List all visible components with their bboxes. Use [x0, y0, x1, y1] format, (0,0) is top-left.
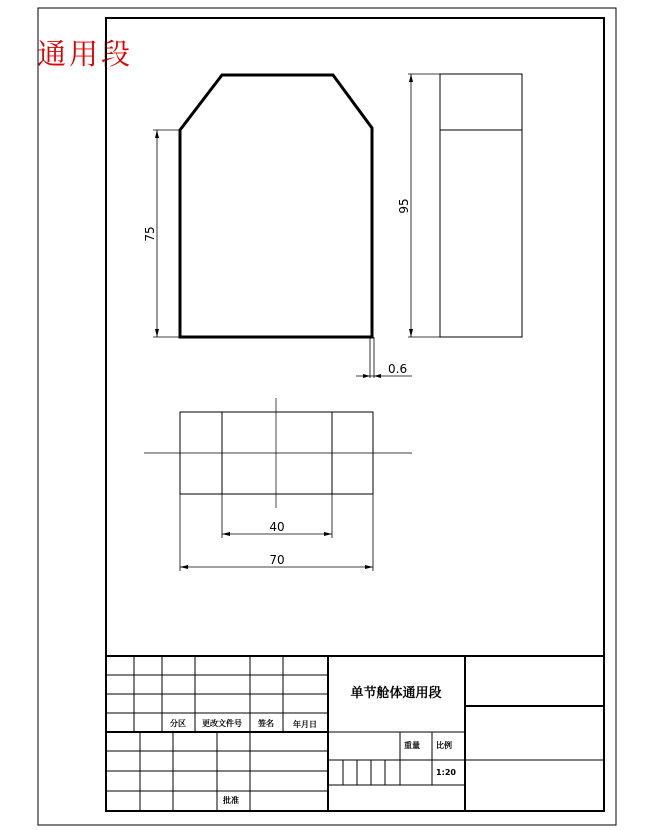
side-view	[397, 74, 522, 337]
inner-width-label: 40	[269, 520, 285, 534]
front-view-outline	[180, 75, 372, 337]
thickness-label: 0.6	[388, 362, 408, 376]
inner-width-dimension	[222, 494, 332, 538]
scale-value: 1:20	[436, 768, 456, 777]
zone-label: 分区	[170, 719, 186, 728]
change-doc-label: 更改文件号	[202, 719, 242, 728]
front-view	[143, 75, 412, 378]
front-height-label: 75	[143, 226, 157, 242]
weight-label: 重量	[404, 741, 420, 750]
side-height-label: 95	[397, 198, 411, 214]
signature-label: 签名	[258, 719, 274, 728]
overlay-title: 通用段	[37, 37, 134, 71]
side-height-dimension	[397, 74, 440, 337]
title-block	[106, 656, 604, 811]
front-height-dimension	[143, 130, 180, 337]
outer-width-label: 70	[269, 553, 285, 567]
side-view-outline	[440, 74, 522, 337]
top-view	[144, 398, 412, 571]
date-label: 年月日	[293, 720, 317, 729]
part-name: 单节舱体通用段	[350, 686, 442, 701]
approve-label: 批准	[223, 796, 239, 805]
scale-label: 比例	[436, 741, 452, 750]
thickness-dimension	[356, 337, 412, 378]
